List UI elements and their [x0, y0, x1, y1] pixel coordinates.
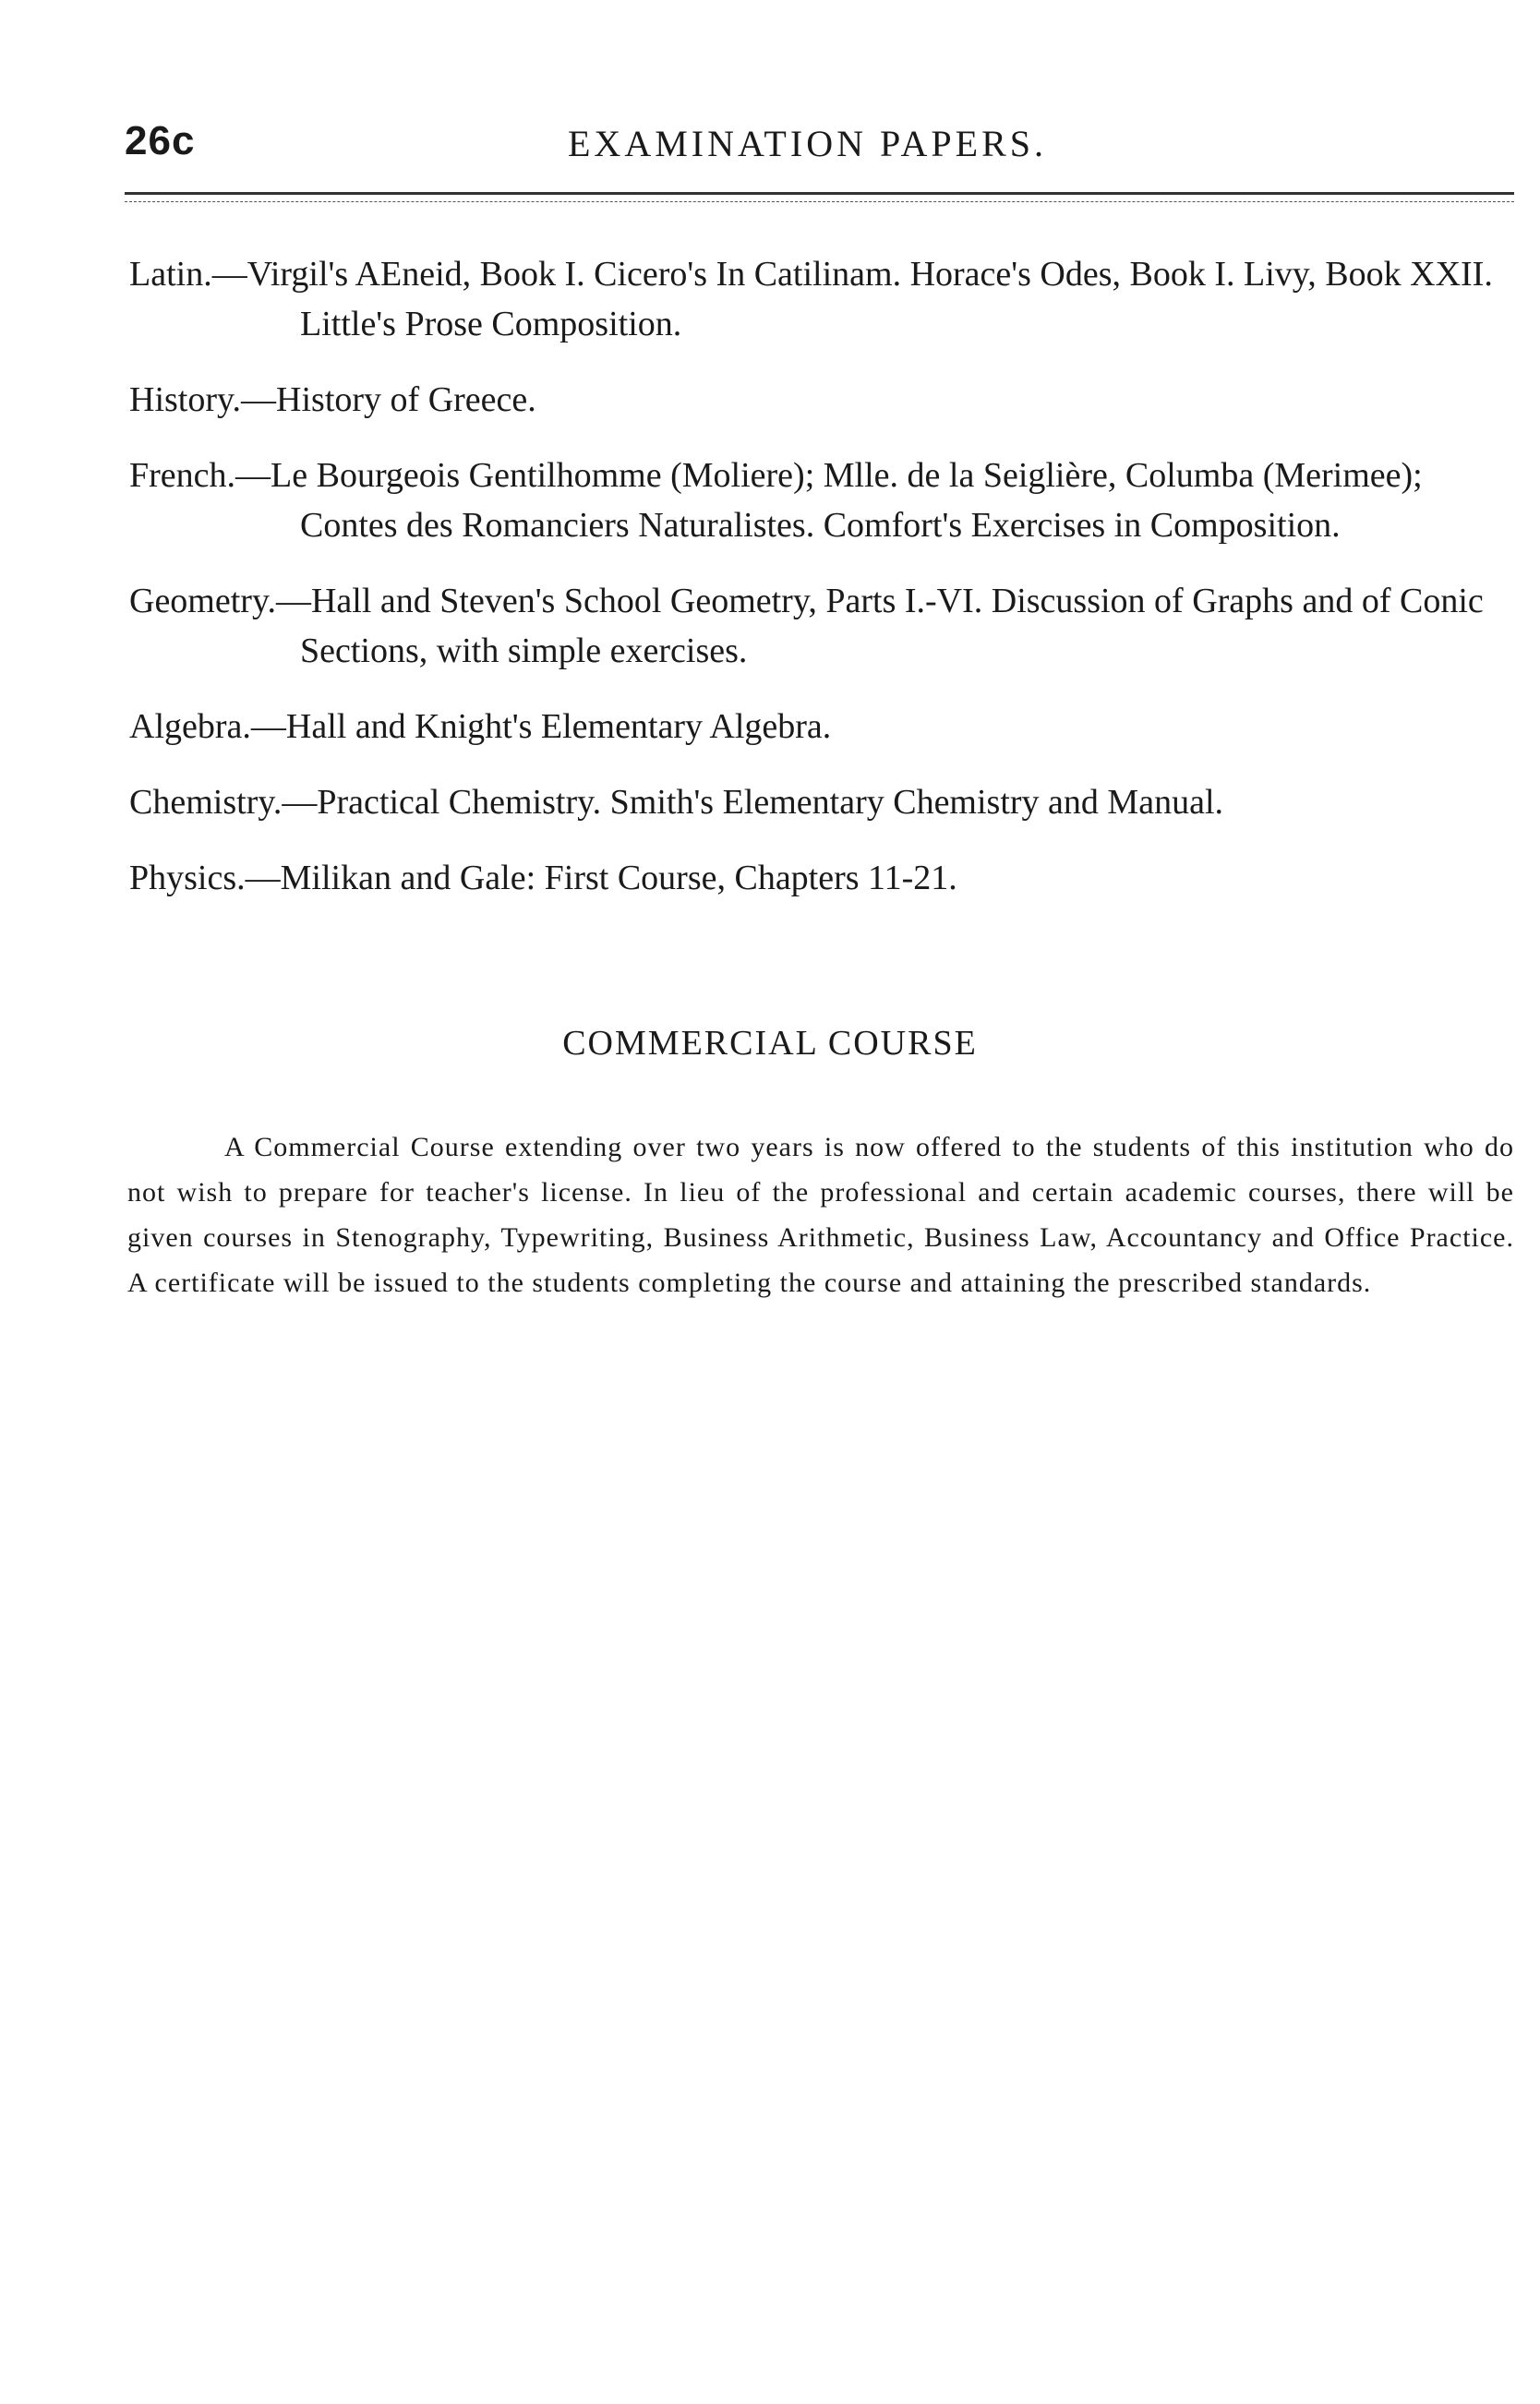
subject-label: Algebra.	[129, 707, 251, 746]
course-text: —Hall and Knight's Elementary Algebra.	[250, 707, 832, 746]
course-text: —Le Bourgeois Gentilhomme (Moliere); Mlle. de la Seiglière, Columba (Merimee); Contes des Romanciers Naturalistes. Comfort's Exercises in Composition.	[235, 456, 1423, 545]
course-entry-latin	[129, 249, 1514, 349]
page-number: 26c	[125, 118, 196, 163]
course-entry-chemistry	[129, 777, 1514, 827]
course-entry-french	[129, 451, 1514, 550]
subject-label: French.	[129, 456, 236, 495]
subject-label: Geometry.	[129, 582, 276, 620]
header-rule-dashed	[125, 201, 1514, 202]
course-entry-algebra	[129, 702, 1514, 751]
page-header	[125, 118, 1514, 174]
running-title: EXAMINATION PAPERS.	[568, 123, 1048, 164]
course-entry-physics	[129, 853, 1514, 903]
course-text: —Virgil's AEneid, Book I. Cicero's In Catilinam. Horace's Odes, Book I. Livy, Book XXII. Little's Prose Composition.	[211, 255, 1493, 343]
section-heading: COMMERCIAL COURSE	[562, 1024, 978, 1063]
commercial-paragraph: A Commercial Course extending over two years is now offered to the students of this institution who do not wish to prepare for teacher's license. In lieu of the professional and certain academic courses, there will be given courses in Stenography, Typewriting, Business Arithmetic, Business Law, Accountancy and Office Practice. A certificate will be issued to the students completing the course and attaining the prescribed standards.	[127, 1132, 1514, 1298]
subject-label: Chemistry.	[129, 783, 283, 822]
course-list	[129, 249, 1514, 929]
subject-label: Latin.	[129, 255, 212, 294]
course-text: —Milikan and Gale: First Course, Chapters 11-21.	[245, 859, 957, 897]
course-entry-geometry	[129, 576, 1514, 676]
subject-label: Physics.	[129, 859, 246, 897]
course-entry-history	[129, 375, 1514, 425]
subject-label: History.	[129, 380, 242, 419]
course-text: —History of Greece.	[241, 380, 536, 419]
course-text: —Practical Chemistry. Smith's Elementary Chemistry and Manual.	[282, 783, 1223, 822]
course-text: —Hall and Steven's School Geometry, Parts I.-VI. Discussion of Graphs and of Conic Sections, with simple exercises.	[275, 582, 1484, 670]
header-rule	[125, 192, 1514, 195]
